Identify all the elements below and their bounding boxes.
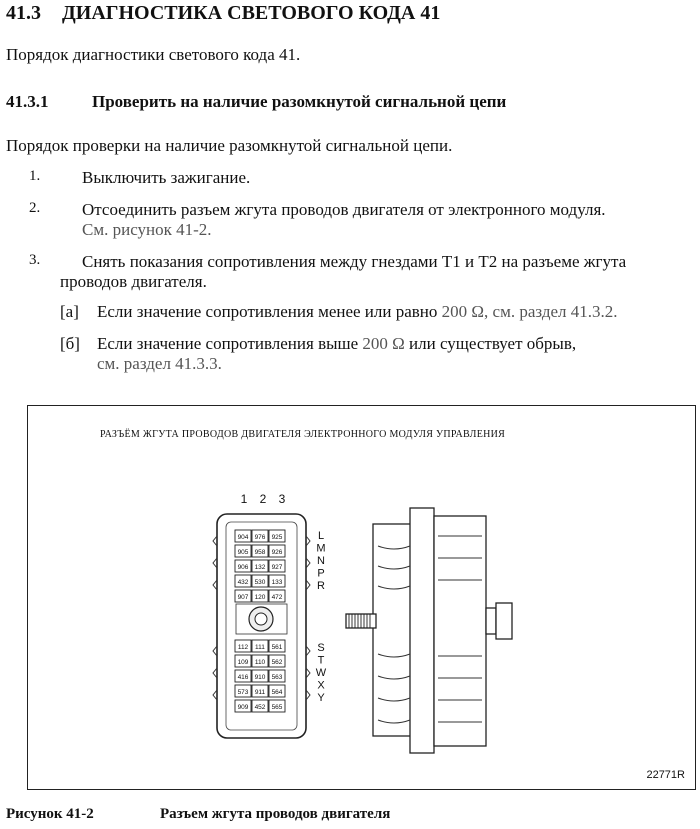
row-label: M (316, 542, 326, 555)
figure-code: 22771R (646, 769, 685, 781)
row-label: N (317, 555, 325, 567)
pin-number: 904 (237, 534, 249, 541)
substep-mark: [a] (60, 302, 79, 321)
row-labels-bottom (316, 642, 327, 704)
substep-value: 200 Ω (362, 334, 405, 353)
step-text: Отсоединить разъем жгута проводов двигателя от электронного модуля. (82, 200, 606, 219)
connector-side-view (346, 508, 512, 753)
pin-number: 925 (271, 534, 283, 541)
pin-number: 926 (271, 549, 283, 556)
side-body-left (373, 524, 415, 736)
row-label: P (317, 567, 325, 580)
step-text: Снять показания сопротивления между гнездами T1 и T2 на разъеме жгута (82, 252, 627, 271)
pin-number: 530 (254, 579, 266, 586)
procedure-intro: Порядок проверки на наличие разомкнутой сигнальной цепи. (6, 136, 453, 155)
pin-number: 562 (271, 659, 283, 666)
pin-number: 910 (254, 674, 266, 681)
pin-number: 109 (237, 659, 249, 666)
bolt-collar (486, 608, 496, 634)
step-number: 3. (29, 252, 41, 268)
substep-value: 200 Ω, см. раздел 41.3.2. (441, 302, 618, 321)
connector-drawing (28, 406, 697, 791)
step-3-continued: проводов двигателя. (60, 272, 207, 291)
pin-number: 472 (271, 594, 283, 601)
pin-number: 416 (237, 674, 249, 681)
step-2-reference: См. рисунок 41-2. (82, 220, 212, 239)
pin-number: 120 (254, 594, 266, 601)
bolt-head (496, 603, 512, 639)
pin-number: 561 (271, 644, 283, 651)
substep-b-reference: см. раздел 41.3.3. (97, 354, 222, 373)
substep-mark: [б] (60, 334, 80, 353)
substep-text: Если значение сопротивления менее или равно 200 Ω, см. раздел 41.3.2. (97, 302, 618, 321)
step-number: 2. (29, 200, 41, 216)
pin-number: 111 (255, 644, 265, 651)
row-label: R (317, 580, 325, 592)
intro-text: Порядок диагностики светового кода 41. (6, 45, 301, 64)
subsection-number: 41.3.1 (6, 92, 49, 111)
column-label: 3 (278, 492, 286, 506)
pin-number: 112 (237, 644, 249, 651)
step-number: 1. (29, 168, 41, 184)
row-label: L (317, 530, 325, 542)
side-body-right (434, 516, 486, 746)
pin-number: 573 (237, 689, 249, 696)
column-label: 2 (259, 492, 267, 506)
pin-number: 976 (254, 534, 266, 541)
column-labels (241, 492, 286, 506)
pin-number: 907 (237, 594, 249, 601)
row-label: X (317, 679, 325, 692)
pin-number: 110 (254, 659, 266, 666)
pin-number: 563 (271, 674, 283, 681)
caption-text: Разъем жгута проводов двигателя (160, 806, 391, 822)
section-number: 41.3 (6, 2, 41, 24)
pin-number: 564 (271, 689, 283, 696)
figure-caption (6, 806, 390, 823)
pin-number: 133 (271, 579, 283, 586)
pin-number: 927 (271, 564, 283, 571)
pin-grid-bottom (235, 640, 285, 712)
row-label: S (317, 642, 325, 654)
row-label: T (317, 654, 325, 667)
row-label: Y (317, 692, 325, 704)
section-title: ДИАГНОСТИКА СВЕТОВОГО КОДА 41 (62, 2, 441, 24)
pin-number: 958 (254, 549, 266, 556)
pin-number: 432 (237, 579, 249, 586)
pin-grid-top (235, 530, 285, 602)
section-heading (6, 2, 440, 25)
pin-number: 911 (254, 689, 266, 696)
pin-number: 909 (237, 704, 249, 711)
row-labels-top (316, 530, 325, 592)
substep-text: Если значение сопротивления выше 200 Ω или существует обрыв, (97, 334, 577, 353)
caption-label: Рисунок 41-2 (6, 806, 94, 822)
subsection-title: Проверить на наличие разомкнутой сигнальной цепи (92, 92, 507, 111)
column-label: 1 (240, 492, 248, 506)
side-flange (410, 508, 434, 753)
subsection-heading (6, 92, 506, 112)
figure-frame (27, 405, 696, 790)
pin-number: 565 (271, 704, 283, 711)
center-bolt-inner (255, 613, 267, 625)
pin-number: 905 (237, 549, 249, 556)
pin-number: 132 (254, 564, 266, 571)
pin-number: 906 (237, 564, 249, 571)
step-text: Выключить зажигание. (82, 168, 251, 187)
row-label: W (315, 667, 327, 679)
figure-title: РАЗЪЁМ ЖГУТА ПРОВОДОВ ДВИГАТЕЛЯ ЭЛЕКТРОННОГО МОДУЛЯ УПРАВЛЕНИЯ (100, 429, 506, 440)
pin-number: 452 (254, 704, 266, 711)
